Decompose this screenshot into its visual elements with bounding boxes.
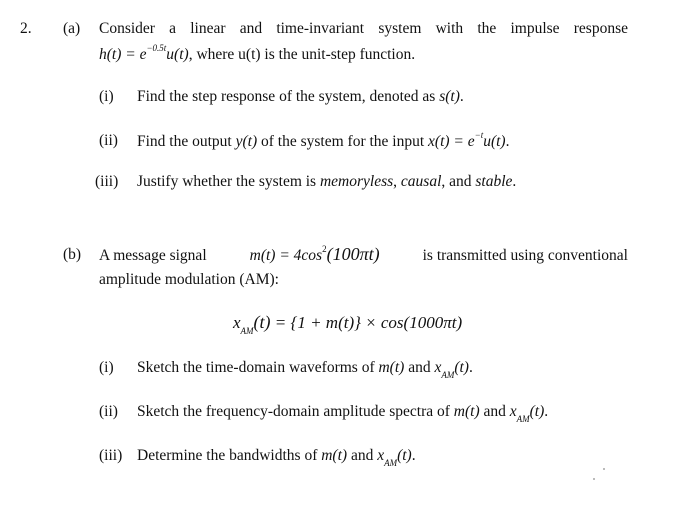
part-b-item-iii-end: . [411,447,416,464]
input-x-tail: u(t) [483,133,506,151]
part-a-item-ii [137,132,509,151]
property-causal: causal [400,173,442,190]
am-equation-lhs-arg: (t) [253,312,271,332]
part-a-item-iii-sep1: , [393,173,401,190]
message-signal-arg: (100πt) [326,244,380,264]
part-b-item-iii-x-arg: (t) [397,447,412,464]
step-response-s: s(t) [439,88,460,105]
part-b-item-ii-m: m(t) [453,403,480,420]
message-signal-definition [250,244,380,265]
part-a-intro-line1: Consider a linear and time-invariant system with the impulse response [99,20,628,37]
part-b-item-ii-end: . [544,403,549,420]
part-a-item-ii-label: (ii) [99,132,118,149]
part-a-item-iii-sep2: , and [441,173,476,190]
message-signal-m: m(t) = 4cos [249,247,323,264]
property-memoryless: memoryless [319,173,394,190]
part-b-item-i-and: and [404,359,435,376]
unit-step-u: u(t) [166,46,189,64]
part-b-item-ii-and: and [479,403,510,420]
part-a-item-iii-end: . [512,173,517,190]
part-a-intro-line2 [99,45,415,64]
question-number: 2. [20,20,32,37]
scan-artifact [603,468,605,470]
scan-artifact [593,478,595,480]
input-x: x(t) = e [428,133,475,151]
part-b-label: (b) [63,246,82,263]
part-b-line1-before: A message signal [99,247,207,264]
part-a-item-iii [137,173,516,191]
part-a-item-i-label: (i) [99,88,114,105]
part-b-item-iii [137,447,416,469]
part-a-item-ii-text-mid: of the system for the input [257,133,429,151]
part-b-item-i-text: Sketch the time-domain waveforms of [137,359,379,376]
part-b-line1-after: is transmitted using conventional [422,247,628,264]
part-a-item-ii-text-before: Find the output [137,133,236,151]
part-a-item-ii-end: . [505,133,510,151]
part-a-item-iii-label: (iii) [95,173,119,190]
part-b-line2: amplitude modulation (AM): [99,271,279,288]
part-b-item-iii-and: and [347,447,378,464]
part-b-item-i-x: x [434,359,442,376]
part-b-item-ii [137,403,549,425]
part-b-item-iii-label: (iii) [99,447,123,464]
part-b-item-iii-x-sub: AM [384,458,398,469]
part-b-item-ii-x: x [509,403,517,420]
part-b-item-i-label: (i) [99,359,114,376]
input-x-exponent: −t [474,130,484,140]
am-equation-rhs: = {1 + m(t)} × cos(1000πt) [270,313,463,332]
part-b-item-i [137,359,473,381]
am-equation-lhs-sub: AM [240,326,254,337]
impulse-response-h: h(t) = e [99,46,147,64]
part-b-item-iii-text: Determine the bandwidths of [137,447,322,464]
part-b-line1 [99,244,628,265]
output-y: y(t) [235,133,258,151]
part-a-item-i [137,88,464,106]
part-b-item-i-x-arg: (t) [454,359,469,376]
part-b-item-ii-x-arg: (t) [529,403,545,420]
part-b-item-i-x-sub: AM [441,370,455,381]
part-b-item-ii-label: (ii) [99,403,118,420]
part-b-item-i-m: m(t) [378,359,405,376]
part-b-item-iii-x: x [377,447,385,464]
part-b-item-ii-text: Sketch the frequency-domain amplitude spectra of [137,403,454,420]
am-equation [233,312,463,337]
part-a-item-i-text: Find the step response of the system, denoted as [137,88,440,105]
part-a-label: (a) [63,20,81,37]
part-b-item-ii-x-sub: AM [516,414,530,425]
message-signal-exponent: 2 [322,243,327,254]
property-stable: stable [475,173,513,190]
part-b-item-iii-m: m(t) [321,447,348,464]
part-b-item-i-end: . [468,359,473,376]
part-a-item-i-end: . [459,88,464,105]
impulse-response-exponent: −0.5t [146,43,167,53]
part-a-item-iii-text-before: Justify whether the system is [137,173,320,190]
am-equation-lhs: x [233,313,241,332]
intro-line2-rest: , where u(t) is the unit-step function. [188,46,416,64]
